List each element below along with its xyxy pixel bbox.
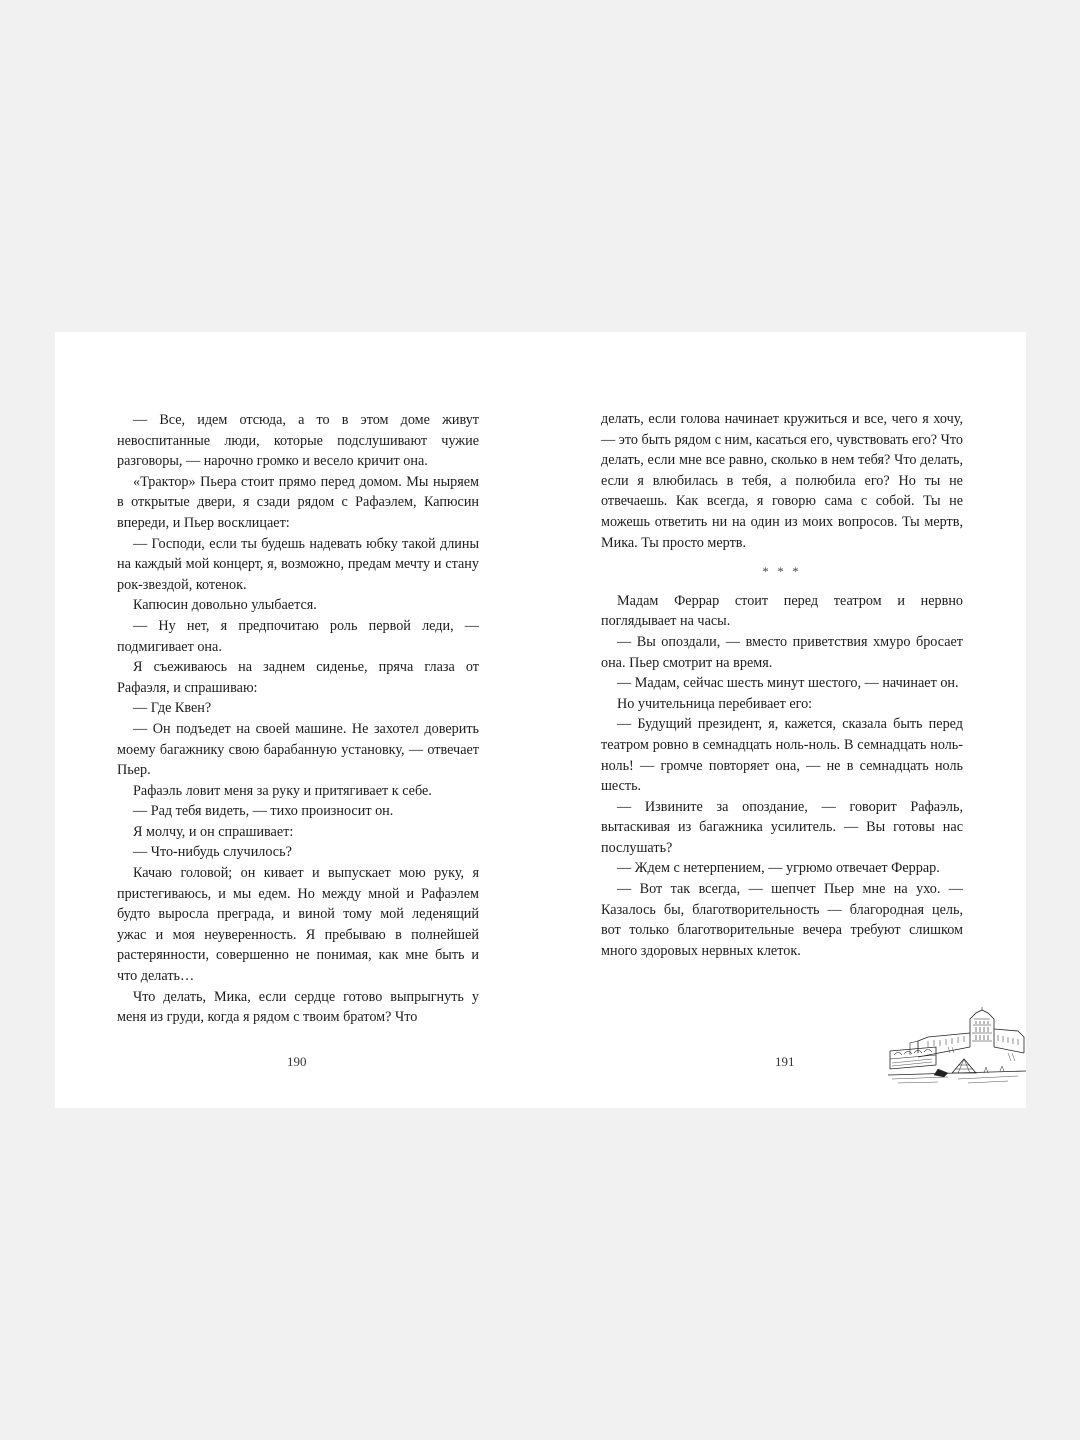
paragraph: — Ждем с нетерпением, — угрюмо отвечает Феррар. [617, 860, 940, 877]
paragraph: — Вот так всегда, — шепчет Пьер мне на ухо. — Казалось бы, благотворительность — благородная цель, вот только благотворительные вечера требуют слишком много здоровых нервных клеток. [601, 881, 963, 959]
paragraph: — Рад тебя видеть, — тихо произносит он. [133, 803, 394, 820]
left-page-text [117, 410, 479, 1028]
paragraph: «Трактор» Пьера стоит прямо перед домом. Мы ныряем в открытые двери, я сзади рядом с Рафаэлем, Капюсин впереди, и Пьер восклицает: [117, 473, 479, 531]
paragraph: — Где Квен? [133, 700, 212, 717]
paragraph: Мадам Феррар стоит перед театром и нервно поглядывает на часы. [601, 592, 963, 630]
paragraph: — Господи, если ты будешь надевать юбку такой длины на каждый мой концерт, я, возможно, предам мечту и стану рок-звездой, котенок. [117, 535, 479, 593]
paragraph: — Он подъедет на своей машине. Не захотел доверить моему багажнику свою барабанную установку, — отвечает Пьер. [117, 720, 479, 779]
paragraph: Но учительница перебивает его: [617, 695, 813, 712]
section-break: * * * [762, 564, 802, 579]
paragraph: Я молчу, и он спрашивает: [133, 823, 294, 840]
paragraph: Рафаэль ловит меня за руку и притягивает к себе. [133, 782, 432, 799]
paragraph: — Мадам, сейчас шесть минут шестого, — начинает он. [617, 675, 959, 692]
paragraph: Что делать, Мика, если сердце готово выпрыгнуть у меня из груди, когда я рядом с твоим братом? Что [117, 988, 479, 1026]
paragraph: Я съеживаюсь на заднем сиденье, пряча глаза от Рафаэля, и спрашиваю: [117, 659, 479, 696]
book-spread [55, 332, 1026, 1108]
paragraph: — Будущий президент, я, кажется, сказала быть перед театром ровно в семнадцать ноль-ноль. В семнадцать ноль-ноль! — громче повторяет она, — не в семнадцать ноль шесть. [601, 716, 963, 795]
paragraph: Качаю головой; он кивает и выпускает мою руку, я пристегиваюсь, и мы едем. Но между мной и Рафаэлем будто выросла преграда, и виной тому мой леденящий ужас и моя неуверенность. Я пребываю в полнейшей растерянности, совершенно не понимая, как мне быть и что делать… [117, 865, 479, 985]
louvre-sketch-illustration [888, 1007, 1026, 1089]
paragraph: — Ну нет, я предпочитаю роль первой леди, — подмигивает она. [117, 617, 479, 655]
page-number-left: 190 [287, 1054, 307, 1069]
right-page-text [601, 409, 963, 961]
paragraph: Капюсин довольно улыбается. [133, 597, 317, 614]
paragraph: — Извините за опоздание, — говорит Рафаэль, вытаскивая из багажника усилитель. — Вы готовы нас послушать? [601, 798, 963, 856]
paragraph: — Все, идем отсюда, а то в этом доме живут невоспитанные люди, которые подслушивают чужие разговоры, — нарочно громко и весело кричит она. [117, 412, 479, 470]
paragraph-continuation: делать, если голова начинает кружиться и все, чего я хочу, — это быть рядом с ним, касаться его, чувствовать его? Что делать, если мне все равно, сколько в нем тебя? Что делать, если я влюбилась в тебя, а полюбила его? Но ты не отвечаешь. Как всегда, я говорю сама с собой. Ты не можешь ответить ни на один из моих вопросов. Ты мертв, Мика. Ты просто мертв. [601, 411, 963, 551]
paragraph: — Что-нибудь случилось? [133, 844, 292, 861]
paragraph: — Вы опоздали, — вместо приветствия хмуро бросает она. Пьер смотрит на время. [601, 633, 963, 671]
page-number-right: 191 [775, 1054, 795, 1069]
